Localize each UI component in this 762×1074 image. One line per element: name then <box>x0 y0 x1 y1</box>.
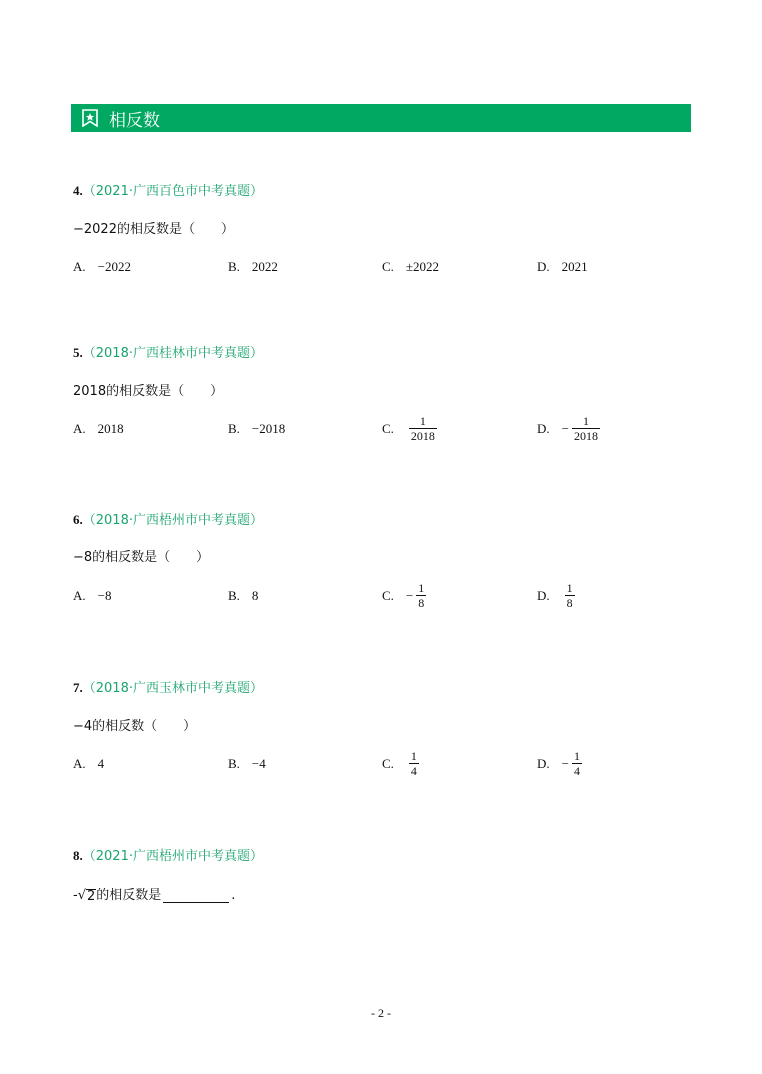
source-label: （2018·广西梧州市中考真题） <box>82 513 263 528</box>
section-header <box>71 104 691 132</box>
question-stem: −2022的相反数是（ ） <box>73 222 234 237</box>
option-c: C. $\frac{1}{4}$ <box>382 749 417 778</box>
option-a: A. −2022 <box>73 259 131 274</box>
question-stem: −4的相反数（ ） <box>73 719 197 734</box>
option-d: D. − $\frac{1}{4}$ <box>537 749 580 778</box>
page-number: - 2 - <box>371 1006 391 1020</box>
square-root: √ 2 <box>77 888 96 904</box>
answer-blank <box>163 890 229 903</box>
option-d: D. $\frac{1}{8}$ <box>537 581 573 610</box>
source-label: （2021·广西梧州市中考真题） <box>82 849 263 864</box>
source-label: （2021·广西百色市中考真题） <box>82 184 263 199</box>
fraction: $\frac{1}{8}$ <box>418 581 425 610</box>
question-number: 4. <box>73 183 83 198</box>
question-number: 5. <box>73 345 83 360</box>
question-source <box>73 677 263 696</box>
option-c: C. $\frac{1}{2018}$ <box>382 414 435 443</box>
question-source <box>73 845 263 864</box>
option-c: C. − $\frac{1}{8}$ <box>382 581 425 610</box>
option-d: D. 2021 <box>537 259 588 274</box>
question-number: 6. <box>73 512 83 527</box>
question-stem: 2018的相反数是（ ） <box>73 384 224 399</box>
question-source <box>73 180 263 199</box>
option-a: A. −8 <box>73 588 112 603</box>
section-title: 相反数 <box>109 110 160 131</box>
question-source <box>73 342 263 361</box>
question-source <box>73 509 263 528</box>
option-a: A. 2018 <box>73 421 124 436</box>
option-b: B. −2018 <box>228 421 286 436</box>
option-d: D. − $\frac{1}{2018}$ <box>537 414 598 443</box>
fraction: $\frac{1}{4}$ <box>573 749 580 778</box>
option-b: B. −4 <box>228 756 266 771</box>
question-stem: −8的相反数是（ ） <box>73 550 210 565</box>
option-b: B. 2022 <box>228 259 278 274</box>
bookmark-star-icon <box>81 109 99 127</box>
fraction: $\frac{1}{2018}$ <box>410 414 435 443</box>
fraction: $\frac{1}{8}$ <box>566 581 573 610</box>
source-label: （2018·广西桂林市中考真题） <box>82 346 263 361</box>
option-b: B. 8 <box>228 588 259 603</box>
option-c: C. ±2022 <box>382 259 440 274</box>
option-a: A. 4 <box>73 756 105 771</box>
fraction: $\frac{1}{4}$ <box>410 749 417 778</box>
source-label: （2018·广西玉林市中考真题） <box>82 681 263 696</box>
question-number: 8. <box>73 848 83 863</box>
question-stem: - √ 2 的相反数是 . <box>73 888 236 904</box>
question-number: 7. <box>73 680 83 695</box>
fraction: $\frac{1}{2018}$ <box>573 414 598 443</box>
